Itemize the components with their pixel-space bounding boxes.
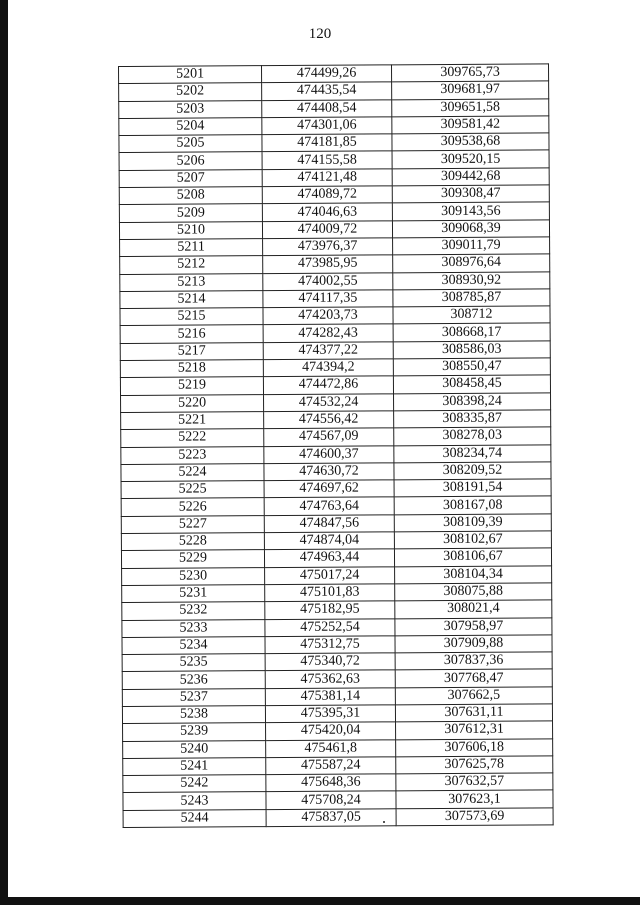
point-number-cell: 5228 — [121, 533, 264, 551]
y-coordinate-cell: 308458,45 — [393, 375, 550, 393]
x-coordinate-cell: 474009,72 — [262, 220, 392, 238]
x-coordinate-cell: 474394,2 — [263, 359, 393, 377]
x-coordinate-cell: 474002,55 — [263, 272, 393, 290]
x-coordinate-cell: 475362,63 — [265, 670, 395, 688]
point-number-cell: 5219 — [120, 377, 263, 395]
y-coordinate-cell: 309308,47 — [392, 185, 549, 203]
x-coordinate-cell: 475182,95 — [265, 601, 395, 619]
y-coordinate-cell: 307606,18 — [396, 738, 553, 756]
point-number-cell: 5226 — [121, 498, 264, 516]
point-number-cell: 5227 — [121, 515, 264, 533]
y-coordinate-cell: 307768,47 — [395, 669, 552, 687]
x-coordinate-cell: 474600,37 — [264, 445, 394, 463]
y-coordinate-cell: 307662,5 — [395, 687, 552, 705]
x-coordinate-cell: 473985,95 — [263, 255, 393, 273]
y-coordinate-cell: 308109,39 — [394, 514, 551, 532]
y-coordinate-cell: 307573,69 — [396, 808, 553, 826]
x-coordinate-cell: 474567,09 — [264, 428, 394, 446]
point-number-cell: 5201 — [119, 66, 262, 84]
y-coordinate-cell: 308104,34 — [395, 565, 552, 583]
x-coordinate-cell: 474499,26 — [262, 65, 392, 83]
x-coordinate-cell: 475420,04 — [266, 722, 396, 740]
x-coordinate-cell: 474963,44 — [264, 549, 394, 567]
x-coordinate-cell: 474377,22 — [263, 342, 393, 360]
y-coordinate-cell: 309068,39 — [392, 220, 549, 238]
page-number: 120 — [308, 26, 332, 42]
point-number-cell: 5213 — [120, 273, 263, 291]
x-coordinate-cell: 474046,63 — [262, 203, 392, 221]
y-coordinate-cell: 309765,73 — [391, 64, 548, 82]
y-coordinate-cell: 309143,56 — [392, 202, 549, 220]
x-coordinate-cell: 474181,85 — [262, 134, 392, 152]
point-number-cell: 5210 — [119, 221, 262, 239]
x-coordinate-cell: 475837,05 — [266, 809, 396, 827]
point-number-cell: 5238 — [122, 706, 265, 724]
point-number-cell: 5240 — [123, 740, 266, 758]
y-coordinate-cell: 308102,67 — [394, 531, 551, 549]
x-coordinate-cell: 474408,54 — [262, 99, 392, 117]
y-coordinate-cell: 308167,08 — [394, 496, 551, 514]
y-coordinate-cell: 307631,11 — [395, 704, 552, 722]
x-coordinate-cell: 475587,24 — [266, 757, 396, 775]
x-coordinate-cell: 475381,14 — [265, 688, 395, 706]
x-coordinate-cell: 474763,64 — [264, 497, 394, 515]
table-row — [123, 808, 553, 828]
scan-edge-bottom — [0, 897, 640, 905]
scan-speck — [383, 821, 385, 823]
y-coordinate-cell: 308785,87 — [393, 289, 550, 307]
y-coordinate-cell: 308191,54 — [394, 479, 551, 497]
y-coordinate-cell: 307623,1 — [396, 790, 553, 808]
point-number-cell: 5242 — [123, 775, 266, 793]
point-number-cell: 5229 — [121, 550, 264, 568]
point-number-cell: 5221 — [121, 412, 264, 430]
point-number-cell: 5234 — [122, 636, 265, 654]
x-coordinate-cell: 474301,06 — [262, 117, 392, 135]
coordinates-table — [118, 63, 554, 828]
y-coordinate-cell: 308209,52 — [394, 462, 551, 480]
point-number-cell: 5244 — [123, 809, 266, 827]
y-coordinate-cell: 308550,47 — [393, 358, 550, 376]
y-coordinate-cell: 308021,4 — [395, 600, 552, 618]
y-coordinate-cell: 307632,57 — [396, 773, 553, 791]
x-coordinate-cell: 474532,24 — [264, 393, 394, 411]
x-coordinate-cell: 475017,24 — [265, 566, 395, 584]
x-coordinate-cell: 474282,43 — [263, 324, 393, 342]
point-number-cell: 5231 — [122, 585, 265, 603]
point-number-cell: 5207 — [119, 169, 262, 187]
y-coordinate-cell: 307909,88 — [395, 635, 552, 653]
x-coordinate-cell: 474630,72 — [264, 463, 394, 481]
point-number-cell: 5235 — [122, 654, 265, 672]
point-number-cell: 5217 — [120, 342, 263, 360]
y-coordinate-cell: 308278,03 — [394, 427, 551, 445]
point-number-cell: 5230 — [122, 567, 265, 585]
point-number-cell: 5209 — [119, 204, 262, 222]
scan-edge-left — [0, 0, 8, 905]
x-coordinate-cell: 475708,24 — [266, 791, 396, 809]
x-coordinate-cell: 473976,37 — [263, 238, 393, 256]
x-coordinate-cell: 474203,73 — [263, 307, 393, 325]
point-number-cell: 5241 — [123, 757, 266, 775]
point-number-cell: 5225 — [121, 481, 264, 499]
point-number-cell: 5236 — [122, 671, 265, 689]
y-coordinate-cell: 308976,64 — [393, 254, 550, 272]
y-coordinate-cell: 308335,87 — [394, 410, 551, 428]
x-coordinate-cell: 474435,54 — [262, 82, 392, 100]
x-coordinate-cell: 474117,35 — [263, 290, 393, 308]
point-number-cell: 5205 — [119, 135, 262, 153]
coordinates-table-body — [119, 64, 554, 828]
x-coordinate-cell: 475340,72 — [265, 653, 395, 671]
point-number-cell: 5216 — [120, 325, 263, 343]
point-number-cell: 5232 — [122, 602, 265, 620]
y-coordinate-cell: 307958,97 — [395, 617, 552, 635]
y-coordinate-cell: 309011,79 — [393, 237, 550, 255]
point-number-cell: 5204 — [119, 118, 262, 136]
point-number-cell: 5211 — [120, 239, 263, 257]
x-coordinate-cell: 474874,04 — [264, 532, 394, 550]
y-coordinate-cell: 309520,15 — [392, 150, 549, 168]
y-coordinate-cell: 308712 — [393, 306, 550, 324]
y-coordinate-cell: 308930,92 — [393, 271, 550, 289]
y-coordinate-cell: 308075,88 — [395, 583, 552, 601]
point-number-cell: 5237 — [122, 688, 265, 706]
x-coordinate-cell: 475395,31 — [265, 705, 395, 723]
point-number-cell: 5218 — [120, 360, 263, 378]
x-coordinate-cell: 475312,75 — [265, 636, 395, 654]
x-coordinate-cell: 474155,58 — [262, 151, 392, 169]
point-number-cell: 5222 — [121, 429, 264, 447]
y-coordinate-cell: 308586,03 — [393, 341, 550, 359]
point-number-cell: 5233 — [122, 619, 265, 637]
x-coordinate-cell: 474697,62 — [264, 480, 394, 498]
x-coordinate-cell: 474121,48 — [262, 169, 392, 187]
y-coordinate-cell: 307837,36 — [395, 652, 552, 670]
y-coordinate-cell: 309442,68 — [392, 168, 549, 186]
point-number-cell: 5214 — [120, 290, 263, 308]
y-coordinate-cell: 307612,31 — [396, 721, 553, 739]
point-number-cell: 5223 — [121, 446, 264, 464]
x-coordinate-cell: 475101,83 — [265, 584, 395, 602]
y-coordinate-cell: 309681,97 — [392, 81, 549, 99]
y-coordinate-cell: 309538,68 — [392, 133, 549, 151]
x-coordinate-cell: 474556,42 — [264, 411, 394, 429]
x-coordinate-cell: 475648,36 — [266, 774, 396, 792]
x-coordinate-cell: 474472,86 — [263, 376, 393, 394]
point-number-cell: 5208 — [119, 187, 262, 205]
x-coordinate-cell: 474847,56 — [264, 515, 394, 533]
point-number-cell: 5243 — [123, 792, 266, 810]
point-number-cell: 5239 — [123, 723, 266, 741]
y-coordinate-cell: 309651,58 — [392, 98, 549, 116]
y-coordinate-cell: 309581,42 — [392, 116, 549, 134]
point-number-cell: 5215 — [120, 308, 263, 326]
y-coordinate-cell: 308668,17 — [393, 323, 550, 341]
x-coordinate-cell: 475461,8 — [266, 739, 396, 757]
y-coordinate-cell: 308398,24 — [394, 393, 551, 411]
x-coordinate-cell: 474089,72 — [262, 186, 392, 204]
point-number-cell: 5224 — [121, 463, 264, 481]
y-coordinate-cell: 308234,74 — [394, 444, 551, 462]
point-number-cell: 5203 — [119, 100, 262, 118]
y-coordinate-cell: 307625,78 — [396, 756, 553, 774]
point-number-cell: 5202 — [119, 83, 262, 101]
point-number-cell: 5220 — [121, 394, 264, 412]
y-coordinate-cell: 308106,67 — [394, 548, 551, 566]
x-coordinate-cell: 475252,54 — [265, 618, 395, 636]
point-number-cell: 5206 — [119, 152, 262, 170]
point-number-cell: 5212 — [120, 256, 263, 274]
